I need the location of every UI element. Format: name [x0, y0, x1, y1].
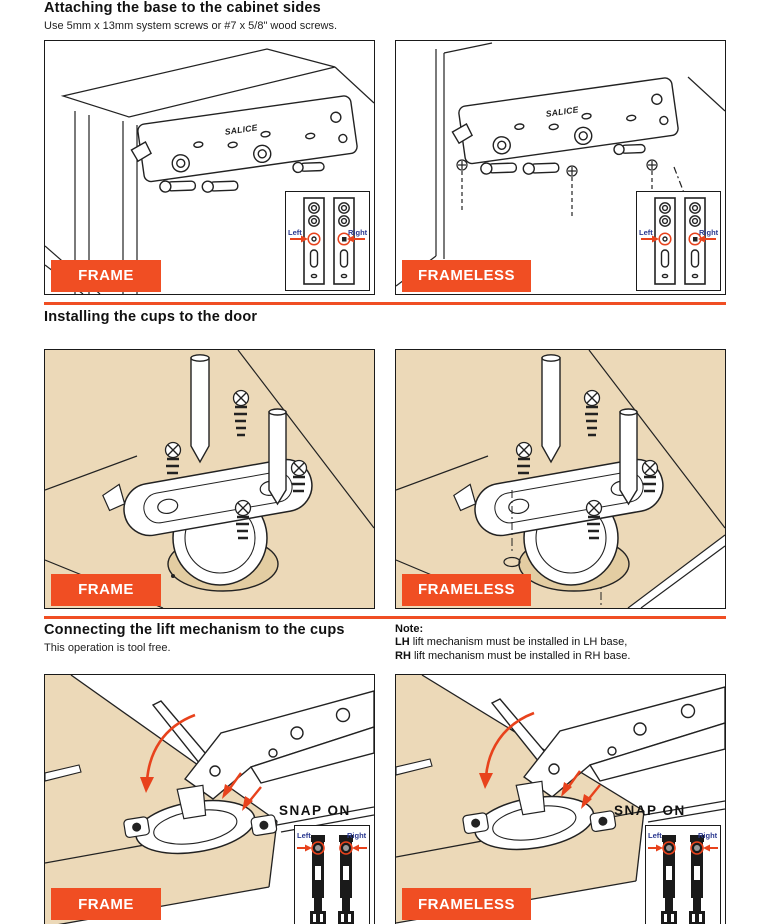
- section3-heading-block: [44, 623, 375, 663]
- section3-heading: Connecting the lift mechanism to the cups: [44, 621, 345, 638]
- inset-right-label: Right: [698, 831, 718, 841]
- inset-right-label: Right: [347, 831, 367, 841]
- plate-logo-text: SALICE: [224, 122, 259, 137]
- inset-right-label: Right: [699, 227, 719, 237]
- frameless-label: FRAMELESS: [402, 574, 531, 606]
- cup-install-frameless-illustration: [396, 350, 725, 608]
- section3-subheading: This operation is tool free.: [44, 641, 171, 654]
- left-right-base-inset: [636, 191, 721, 291]
- inset-right-label: Right: [348, 227, 368, 237]
- section1-subheading: Use 5mm x 13mm system screws or #7 x 5/8" wood screws.: [44, 19, 338, 32]
- panel-lift-frame: [44, 674, 375, 924]
- note-title: Note:: [395, 622, 424, 635]
- frame-label: FRAME: [51, 888, 161, 920]
- panel-cups-frameless: [395, 349, 726, 609]
- frame-label: FRAME: [51, 574, 161, 606]
- lift-mechanisms-inset-illustration: [646, 826, 720, 924]
- plate-logo-text: SALICE: [545, 104, 580, 119]
- inset-left-label: Left: [288, 227, 302, 237]
- section-divider: [44, 616, 726, 619]
- panel-base-frameless: [395, 40, 726, 295]
- section-divider: [44, 302, 726, 305]
- cup-install-frame-illustration: [45, 350, 374, 608]
- left-right-lift-inset: [645, 825, 721, 924]
- panel-cups-frame: [44, 349, 375, 609]
- panel-base-frame: [44, 40, 375, 295]
- frameless-label: FRAMELESS: [402, 260, 531, 292]
- base-plates-inset-illustration: [286, 192, 369, 290]
- note-line-2: RH lift mechanism must be installed in RH base.: [395, 649, 631, 662]
- base-plates-inset-illustration: [637, 192, 720, 290]
- lift-mechanisms-inset-illustration: [295, 826, 369, 924]
- section3-panels: [44, 674, 726, 924]
- left-right-lift-inset: [294, 825, 370, 924]
- frame-label: FRAME: [51, 260, 161, 292]
- inset-left-label: Left: [297, 831, 311, 841]
- panel-lift-frameless: [395, 674, 726, 924]
- snap-on-label: SNAP ON: [279, 803, 351, 819]
- manual-page: [44, 1, 726, 924]
- section1-panels: [44, 40, 726, 295]
- note-block: [395, 623, 726, 663]
- section1-heading: Attaching the base to the cabinet sides: [44, 0, 321, 16]
- section2-heading: Installing the cups to the door: [44, 308, 258, 325]
- left-right-base-inset: [285, 191, 370, 291]
- frameless-label: FRAMELESS: [402, 888, 531, 920]
- snap-on-label: SNAP ON: [614, 803, 686, 819]
- inset-left-label: Left: [639, 227, 653, 237]
- note-line-1: LH lift mechanism must be installed in LH base,: [395, 636, 628, 649]
- inset-left-label: Left: [648, 831, 662, 841]
- section2-panels: [44, 349, 726, 609]
